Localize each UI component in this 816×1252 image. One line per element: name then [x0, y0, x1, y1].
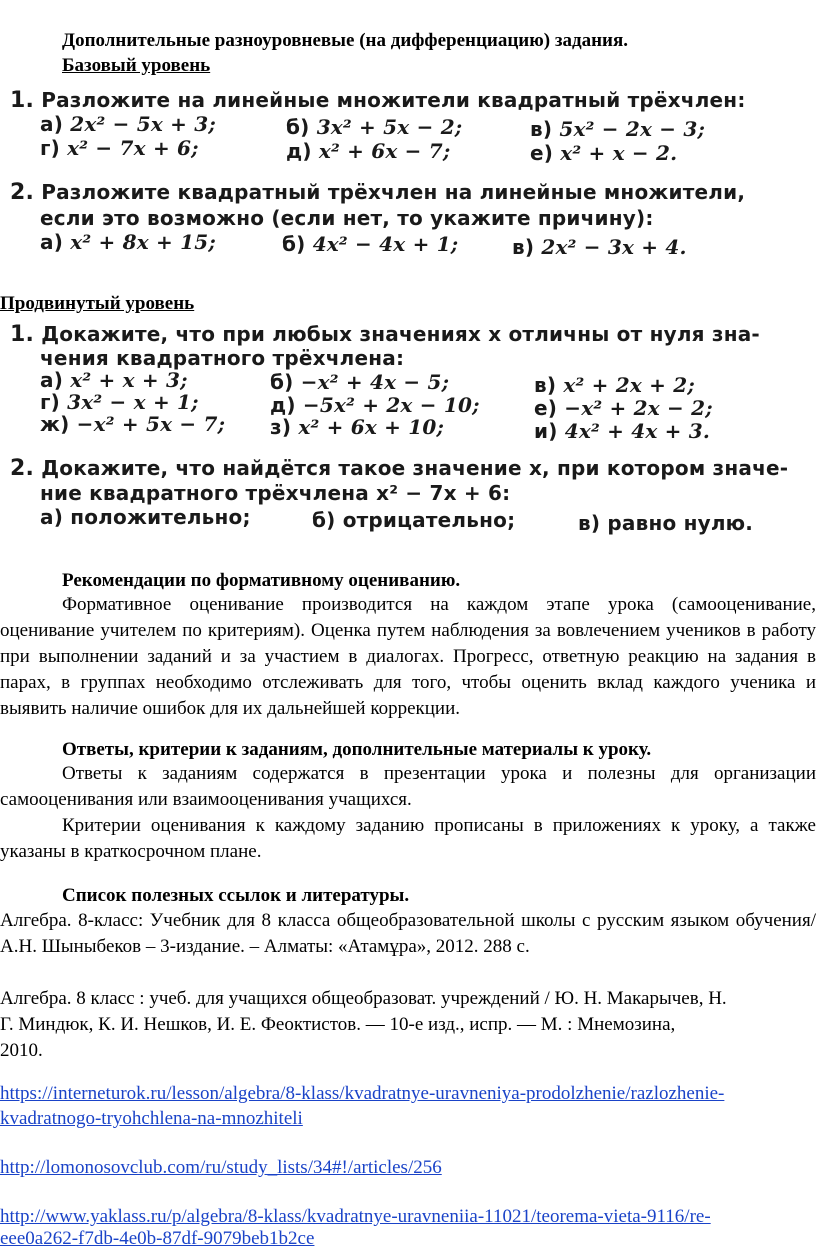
link-lomonosovclub[interactable]: http://lomonosovclub.com/ru/study_lists/34#!/articles/256 — [0, 1157, 442, 1178]
link-interneturok-line-1[interactable]: https://interneturok.ru/lesson/algebra/8-klass/kvadratnye-uravneniya-prodolzhenie/razlozhenie- — [0, 1083, 725, 1104]
reference-2-line-3: 2010. — [0, 1040, 43, 1061]
answers-paragraph-1: Ответы к заданиям содержатся в презентации урока и полезны для организации самооценивания или взаимооценивания учащихся. — [0, 763, 816, 810]
advanced-task1-item-z: з) x² + 6x + 10; — [270, 415, 445, 439]
link-yaklass-line-1[interactable]: http://www.yaklass.ru/p/algebra/8-klass/kvadratnye-uravneniia-11021/teorema-vieta-9116/re- — [0, 1206, 711, 1227]
link-interneturok-line-2[interactable]: kvadratnogo-tryohchlena-na-mnozhiteli — [0, 1108, 303, 1129]
basic-task2-line2: если это возможно (если нет, то укажите причину): — [40, 206, 654, 230]
advanced-task1-item-a: а) x² + x + 3; — [40, 368, 188, 392]
advanced-task1-item-g: г) 3x² − x + 1; — [40, 390, 199, 414]
basic-task1-item-g: г) x² − 7x + 6; — [40, 136, 199, 160]
basic-task1-item-v: в) 5x² − 2x − 3; — [530, 117, 706, 141]
advanced-task2-header: 2. Докажите, что найдётся такое значение x, при котором значе- — [10, 456, 789, 481]
basic-task2-header: 2. Разложите квадратный трёхчлен на линейные множители, — [10, 180, 746, 205]
advanced-task2-item-v: в) равно нулю. — [578, 511, 754, 535]
advanced-task1-item-e: е) −x² + 2x − 2; — [534, 396, 713, 420]
advanced-level-heading: Продвинутый уровень — [0, 293, 195, 314]
references-heading: Список полезных ссылок и литературы. — [62, 885, 410, 906]
answers-paragraph-2: Критерии оценивания к каждому заданию прописаны в приложениях к уроку, а также указаны в краткосрочном плане. — [0, 815, 816, 862]
advanced-task1-item-zh: ж) −x² + 5x − 7; — [40, 412, 226, 436]
page-title: Дополнительные разноуровневые (на дифференциацию) задания. — [62, 30, 629, 51]
reference-2-line-1: Алгебра. 8 класс : учеб. для учащихся общеобразоват. учреждений / Ю. Н. Макарычев, Н. — [0, 988, 727, 1009]
recommendations-paragraph: Формативное оценивание производится на каждом этапе урока (самооценивание, оценивание учителем по критериям). Оценка путем наблюдения за вовлечением учеников в работу при выполнении заданий и за участием в диалогах. Прогресс, ответную реакцию на задания в парах, в группах необходимо отслеживать для того, чтобы оценить вклад каждого ученика и выявить наличие ошибок для их дальнейшей коррекции. — [0, 594, 816, 719]
advanced-task2-line2: ние квадратного трёхчлена x² − 7x + 6: — [40, 481, 511, 505]
basic-level-heading: Базовый уровень — [62, 55, 211, 76]
basic-task1-item-e: е) x² + x − 2. — [530, 141, 678, 165]
advanced-task1-header: 1. Докажите, что при любых значениях x отличны от нуля зна- — [10, 322, 760, 347]
reference-2-line-2: Г. Миндюк, К. И. Нешков, И. Е. Феоктистов. — 10-е изд., испр. — М. : Мнемозина, — [0, 1014, 676, 1035]
advanced-task1-item-i: и) 4x² + 4x + 3. — [534, 419, 711, 443]
reference-1: Алгебра. 8-класс: Учебник для 8 класса общеобразовательной школы с русским языком обучения/ А.Н. Шыныбеков – 3-издание. – Алматы: «Атамұра», 2012. 288 с. — [0, 910, 816, 957]
advanced-task2-item-b: б) отрицательно; — [312, 508, 516, 532]
advanced-task1-item-d: д) −5x² + 2x − 10; — [270, 393, 480, 417]
basic-task2-item-b: б) 4x² − 4x + 1; — [282, 232, 459, 256]
basic-task1-item-a: а) 2x² − 5x + 3; — [40, 112, 216, 136]
advanced-task1-line2: чения квадратного трёхчлена: — [40, 346, 405, 370]
basic-task1-item-b: б) 3x² + 5x − 2; — [286, 115, 463, 139]
basic-task2-item-a: а) x² + 8x + 15; — [40, 230, 216, 254]
recommendations-heading: Рекомендации по формативному оцениванию. — [62, 570, 461, 591]
link-yaklass-line-2[interactable]: eee0a262-f7db-4e0b-87df-9079beb1b2ce — [0, 1228, 315, 1249]
advanced-task1-item-v: в) x² + 2x + 2; — [534, 373, 695, 397]
basic-task1-header: 1. Разложите на линейные множители квадратный трёхчлен: — [10, 88, 746, 113]
basic-task2-item-v: в) 2x² − 3x + 4. — [512, 235, 687, 259]
answers-heading: Ответы, критерии к заданиям, дополнительные материалы к уроку. — [62, 739, 652, 760]
advanced-task2-item-a: а) положительно; — [40, 505, 251, 529]
advanced-task1-item-b: б) −x² + 4x − 5; — [270, 370, 450, 394]
basic-task1-item-d: д) x² + 6x − 7; — [286, 139, 451, 163]
